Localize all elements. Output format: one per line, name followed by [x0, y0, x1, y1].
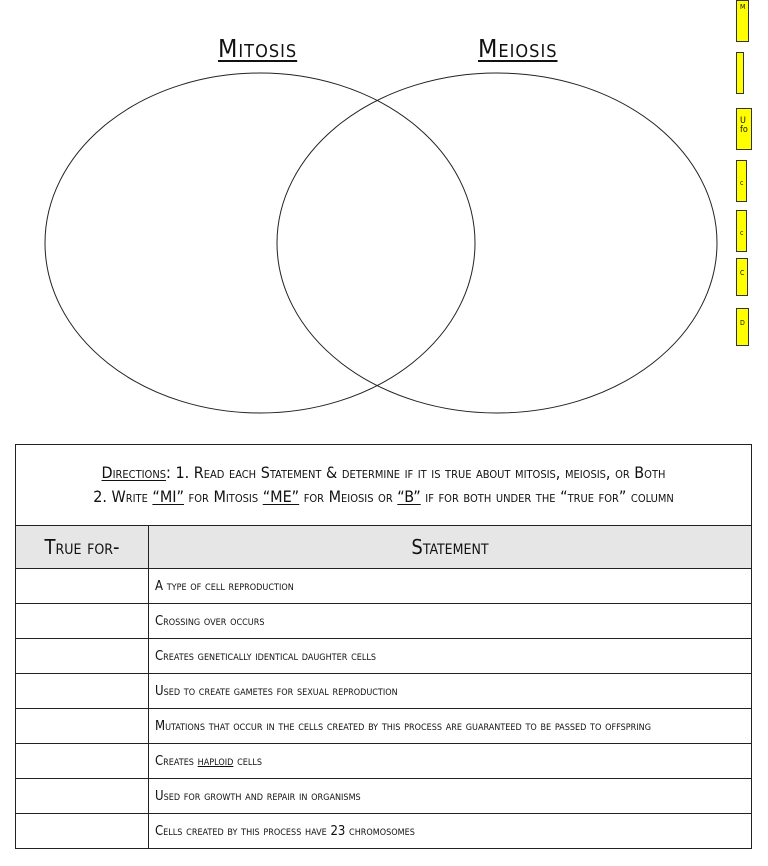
true-for-answer-cell[interactable]	[16, 814, 149, 849]
true-for-answer-cell[interactable]	[16, 744, 149, 779]
sticky-note-1[interactable]: M	[736, 0, 749, 42]
sticky-note-4[interactable]: c	[736, 160, 747, 202]
venn-diagram	[0, 0, 768, 430]
mi-code: “MI”	[152, 487, 184, 506]
statement-cell: Creates genetically identical daughter cells	[149, 639, 752, 674]
true-for-answer-cell[interactable]	[16, 604, 149, 639]
statement-cell: Used for growth and repair in organisms	[149, 779, 752, 814]
statement-cell: Cells created by this process have 23 chromosomes	[149, 814, 752, 849]
worksheet-table	[15, 444, 752, 849]
true-for-answer-cell[interactable]	[16, 569, 149, 604]
true-for-answer-cell[interactable]	[16, 709, 149, 744]
meiosis-circle	[277, 73, 717, 413]
mitosis-circle	[45, 73, 475, 413]
true-for-answer-cell[interactable]	[16, 639, 149, 674]
statement-header: Statement	[149, 526, 752, 569]
statement-cell: Used to create gametes for sexual reproduction	[149, 674, 752, 709]
mitosis-title: Mitosis	[218, 34, 298, 63]
table-row	[16, 709, 752, 744]
statement-cell: Creates haploid cells	[149, 744, 752, 779]
directions: Directions: 1. Read each Statement & determine if it is true about mitosis, meiosis, or Both 2. Write “MI” for Mitosis “ME” for Meiosis or “B” if for both under the “true for” column	[16, 445, 752, 526]
me-code: “ME”	[262, 487, 300, 506]
underlined-term: haploid	[197, 753, 234, 769]
table-row	[16, 674, 752, 709]
directions-label: Directions	[101, 463, 167, 482]
sticky-note-3[interactable]: U fo	[736, 108, 752, 150]
sticky-note-5[interactable]: c	[736, 210, 747, 252]
statement-cell: Crossing over occurs	[149, 604, 752, 639]
true-for-answer-cell[interactable]	[16, 779, 149, 814]
statement-cell: A type of cell reproduction	[149, 569, 752, 604]
sticky-note-6[interactable]: C	[736, 258, 748, 296]
sticky-note-2[interactable]	[736, 52, 744, 94]
directions-line1: : 1. Read each Statement & determine if it is true about mitosis, meiosis, or Both	[166, 463, 666, 482]
meiosis-title: Meiosis	[478, 34, 558, 63]
sticky-note-7[interactable]: D	[736, 308, 749, 346]
statement-cell: Mutations that occur in the cells created by this process are guaranteed to be passed to offspring	[149, 709, 752, 744]
true-for-answer-cell[interactable]	[16, 674, 149, 709]
table-row	[16, 744, 752, 779]
true-for-header: True for-	[16, 526, 149, 569]
table-row	[16, 814, 752, 849]
table-row	[16, 639, 752, 674]
table-row	[16, 604, 752, 639]
table-row	[16, 779, 752, 814]
table-row	[16, 569, 752, 604]
b-code: “B”	[397, 487, 421, 506]
